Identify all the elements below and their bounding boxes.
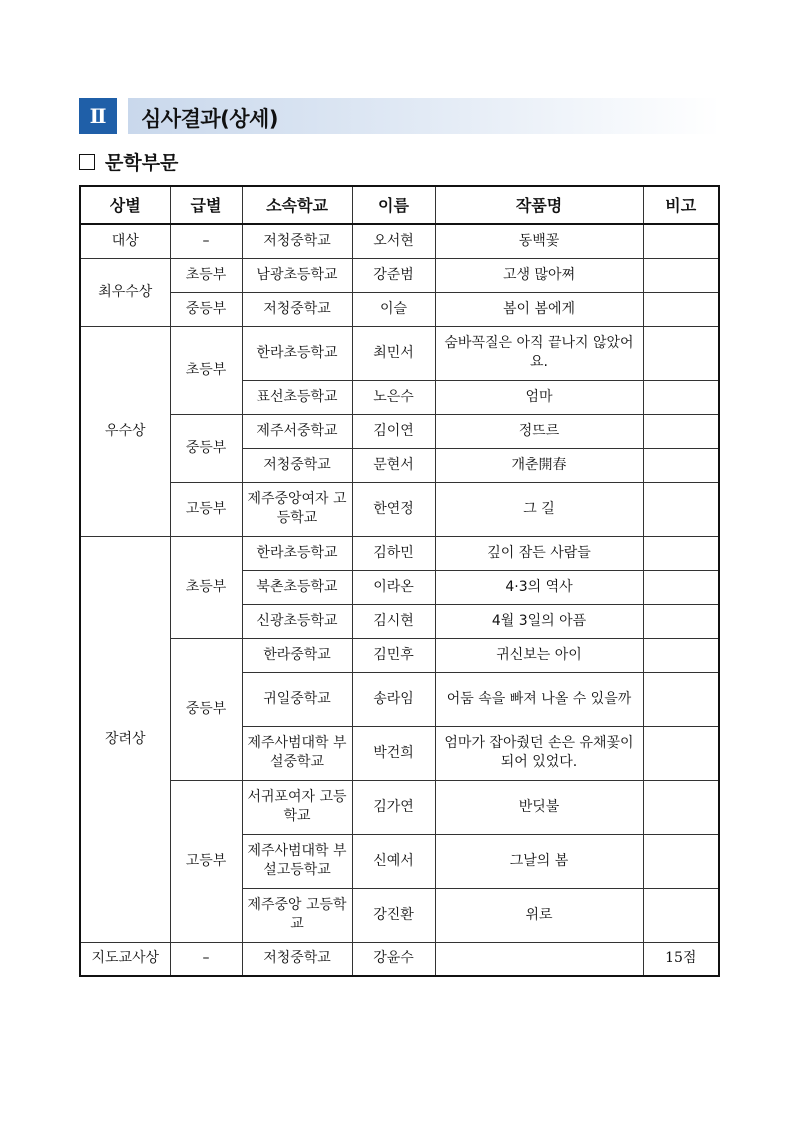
work-cell: 개춘開春 — [435, 448, 643, 482]
school-cell: 북촌초등학교 — [242, 570, 352, 604]
header-name: 이름 — [352, 186, 435, 224]
name-cell: 송라임 — [352, 672, 435, 726]
header-note: 비고 — [643, 186, 719, 224]
name-cell: 강진환 — [352, 888, 435, 942]
note-cell — [643, 570, 719, 604]
table-header-row — [80, 186, 719, 224]
section-header — [79, 98, 719, 136]
award-cell: 대상 — [80, 224, 170, 258]
work-cell: 반딧불 — [435, 780, 643, 834]
level-cell: 중등부 — [170, 414, 242, 482]
name-cell: 노은수 — [352, 380, 435, 414]
school-cell: 한라중학교 — [242, 638, 352, 672]
checkbox-square-icon — [79, 154, 95, 170]
name-cell: 이라온 — [352, 570, 435, 604]
table-row — [80, 780, 719, 834]
school-cell: 제주중앙 고등학교 — [242, 888, 352, 942]
note-cell — [643, 448, 719, 482]
name-cell: 강윤수 — [352, 942, 435, 976]
school-cell: 서귀포여자 고등학교 — [242, 780, 352, 834]
level-cell: 초등부 — [170, 536, 242, 638]
school-cell: 신광초등학교 — [242, 604, 352, 638]
name-cell: 이슬 — [352, 292, 435, 326]
work-cell: 동백꽃 — [435, 224, 643, 258]
work-cell: 그 길 — [435, 482, 643, 536]
note-cell: 15점 — [643, 942, 719, 976]
results-table — [79, 185, 720, 977]
level-cell: 중등부 — [170, 292, 242, 326]
work-cell: 고생 많아쪄 — [435, 258, 643, 292]
subsection-title: 문학부문 — [105, 152, 179, 174]
work-cell: 위로 — [435, 888, 643, 942]
header-work: 작품명 — [435, 186, 643, 224]
work-cell: 엄마 — [435, 380, 643, 414]
work-cell — [435, 942, 643, 976]
school-cell: 남광초등학교 — [242, 258, 352, 292]
note-cell — [643, 414, 719, 448]
note-cell — [643, 536, 719, 570]
section-title-band — [128, 98, 720, 134]
award-cell: 지도교사상 — [80, 942, 170, 976]
name-cell: 한연정 — [352, 482, 435, 536]
work-cell: 그날의 봄 — [435, 834, 643, 888]
name-cell: 문현서 — [352, 448, 435, 482]
note-cell — [643, 672, 719, 726]
table-row — [80, 292, 719, 326]
school-cell: 저청중학교 — [242, 942, 352, 976]
work-cell: 4·3의 역사 — [435, 570, 643, 604]
table-row — [80, 414, 719, 448]
level-cell: 중등부 — [170, 638, 242, 780]
school-cell: 한라초등학교 — [242, 536, 352, 570]
school-cell: 제주서중학교 — [242, 414, 352, 448]
note-cell — [643, 326, 719, 380]
school-cell: 제주중앙여자 고등학교 — [242, 482, 352, 536]
name-cell: 김시현 — [352, 604, 435, 638]
level-cell: 초등부 — [170, 326, 242, 414]
note-cell — [643, 834, 719, 888]
level-cell: 초등부 — [170, 258, 242, 292]
header-school: 소속학교 — [242, 186, 352, 224]
name-cell: 오서현 — [352, 224, 435, 258]
award-cell: 우수상 — [80, 326, 170, 536]
note-cell — [643, 482, 719, 536]
table-row — [80, 942, 719, 976]
table-row — [80, 326, 719, 380]
level-cell: – — [170, 942, 242, 976]
note-cell — [643, 726, 719, 780]
work-cell: 4월 3일의 아픔 — [435, 604, 643, 638]
name-cell: 김하민 — [352, 536, 435, 570]
table-row — [80, 224, 719, 258]
table-row — [80, 638, 719, 672]
school-cell: 제주사범대학 부설고등학교 — [242, 834, 352, 888]
work-cell: 귀신보는 아이 — [435, 638, 643, 672]
note-cell — [643, 380, 719, 414]
work-cell: 어둠 속을 빠져 나올 수 있을까 — [435, 672, 643, 726]
header-award: 상별 — [80, 186, 170, 224]
table-row — [80, 536, 719, 570]
name-cell: 신예서 — [352, 834, 435, 888]
school-cell: 저청중학교 — [242, 448, 352, 482]
subsection-heading — [79, 148, 178, 175]
note-cell — [643, 638, 719, 672]
name-cell: 박건희 — [352, 726, 435, 780]
name-cell: 김가연 — [352, 780, 435, 834]
work-cell: 봄이 봄에게 — [435, 292, 643, 326]
work-cell: 엄마가 잡아줬던 손은 유채꽃이 되어 있었다. — [435, 726, 643, 780]
school-cell: 저청중학교 — [242, 224, 352, 258]
work-cell: 숨바꼭질은 아직 끝나지 않았어요. — [435, 326, 643, 380]
award-cell: 최우수상 — [80, 258, 170, 326]
note-cell — [643, 224, 719, 258]
school-cell: 저청중학교 — [242, 292, 352, 326]
award-cell: 장려상 — [80, 536, 170, 942]
note-cell — [643, 292, 719, 326]
school-cell: 귀일중학교 — [242, 672, 352, 726]
header-level: 급별 — [170, 186, 242, 224]
note-cell — [643, 780, 719, 834]
school-cell: 한라초등학교 — [242, 326, 352, 380]
name-cell: 강준범 — [352, 258, 435, 292]
name-cell: 김이연 — [352, 414, 435, 448]
name-cell: 최민서 — [352, 326, 435, 380]
level-cell: 고등부 — [170, 482, 242, 536]
work-cell: 깊이 잠든 사람들 — [435, 536, 643, 570]
level-cell: – — [170, 224, 242, 258]
section-number: Ⅱ — [79, 98, 117, 134]
school-cell: 표선초등학교 — [242, 380, 352, 414]
table-row — [80, 482, 719, 536]
section-title: 심사결과(상세) — [141, 107, 278, 131]
note-cell — [643, 258, 719, 292]
table-row — [80, 258, 719, 292]
note-cell — [643, 604, 719, 638]
note-cell — [643, 888, 719, 942]
work-cell: 정뜨르 — [435, 414, 643, 448]
level-cell: 고등부 — [170, 780, 242, 942]
school-cell: 제주사범대학 부설중학교 — [242, 726, 352, 780]
name-cell: 김민후 — [352, 638, 435, 672]
